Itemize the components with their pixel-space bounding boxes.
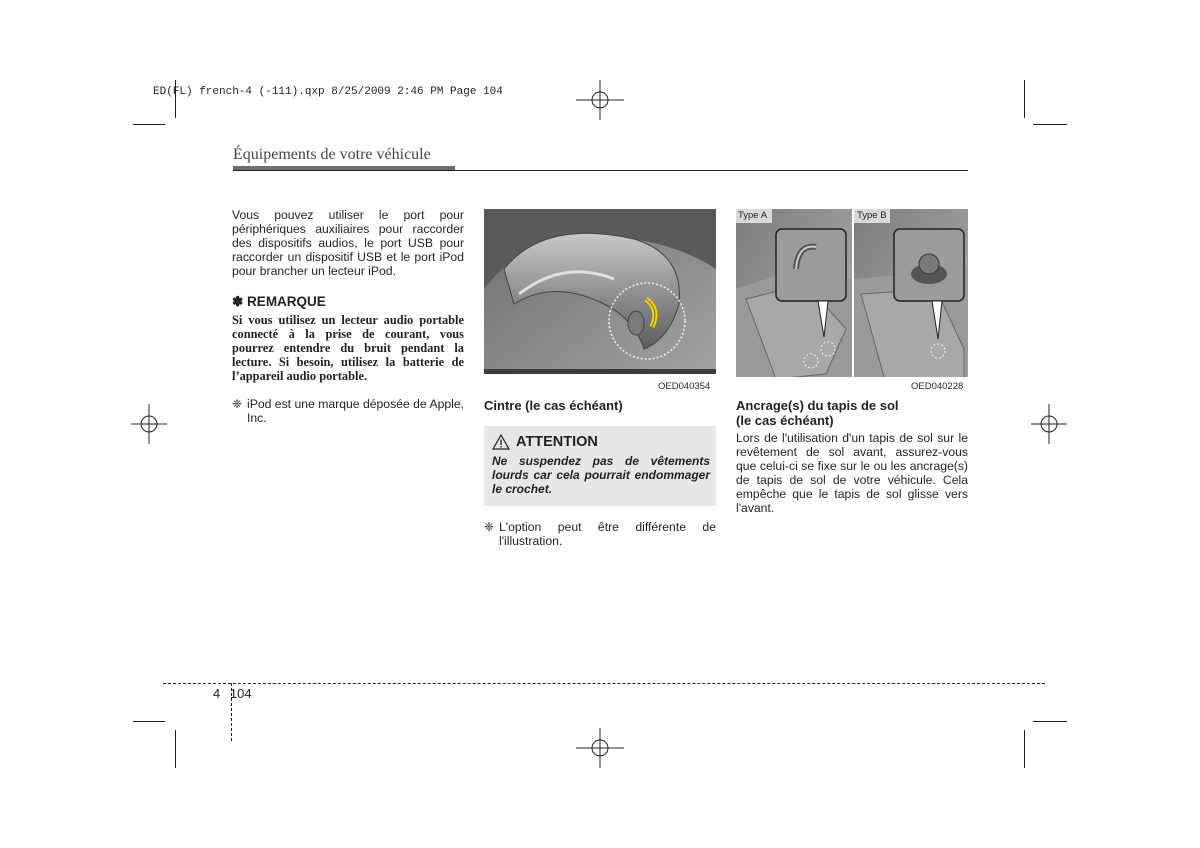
note-option bbox=[484, 520, 716, 548]
crop-mark bbox=[1024, 730, 1025, 768]
crop-mark bbox=[1033, 721, 1067, 722]
figure-floor-mat-anchor bbox=[736, 209, 968, 392]
warning-icon bbox=[492, 434, 510, 450]
floor-mat-illustration bbox=[736, 209, 968, 392]
section-title-hanger: Cintre (le cas échéant) bbox=[484, 398, 623, 413]
note-text: iPod est une marque déposée de Apple, Inc. bbox=[247, 397, 464, 425]
figure-label-type-a: Type A bbox=[738, 210, 768, 221]
figure-label-type-b: Type B bbox=[857, 210, 887, 221]
figure-code: OED040354 bbox=[658, 381, 711, 392]
registration-mark-bottom bbox=[576, 728, 624, 768]
section-title-floor-mat bbox=[736, 398, 968, 428]
chapter-number: 4 bbox=[213, 686, 221, 701]
crop-mark bbox=[175, 730, 176, 768]
section-title-line: (le cas échéant) bbox=[736, 413, 834, 428]
attention-box bbox=[484, 426, 716, 506]
hanger-illustration bbox=[484, 209, 716, 392]
footer-rule bbox=[163, 683, 1045, 684]
registration-mark-left bbox=[131, 404, 167, 444]
remark-text: Si vous utilisez un lecteur audio portable connecté à la prise de courant, vous pourrez entendre du bruit pendant la lecture. Si besoin, utilisez la batterie de l’appareil audio portable. bbox=[232, 313, 464, 383]
crop-mark bbox=[1024, 80, 1025, 118]
note-text: L'option peut être différente de l'illustration. bbox=[499, 520, 716, 548]
floor-mat-paragraph: Lors de l'utilisation d'un tapis de sol sur le revêtement de sol avant, assurez-vous que celui-ci se fixe sur le ou les ancrage(s) de tapis de sol de votre véhicule. Cela empêche que le tapis de sol glisse vers l'avant. bbox=[736, 431, 968, 515]
crop-mark bbox=[1033, 124, 1067, 125]
figure-code: OED040228 bbox=[911, 381, 964, 392]
page-number bbox=[213, 686, 252, 701]
registration-mark-top bbox=[576, 80, 624, 120]
print-slug: ED(FL) french-4 (-111).qxp 8/25/2009 2:46 PM Page 104 bbox=[153, 86, 503, 98]
page-number-value: 104 bbox=[229, 686, 252, 701]
attention-text: Ne suspendez pas de vêtements lourds car cela pourrait endommager le crochet. bbox=[492, 454, 710, 496]
note-symbol: ❈ bbox=[484, 520, 495, 534]
attention-title: ATTENTION bbox=[516, 434, 598, 450]
crop-mark bbox=[133, 721, 165, 722]
page-title: Équipements de votre véhicule bbox=[233, 146, 431, 163]
registration-mark-right bbox=[1031, 404, 1067, 444]
crop-mark bbox=[133, 124, 165, 125]
attention-heading bbox=[492, 434, 598, 450]
intro-paragraph: Vous pouvez utiliser le port pour périphériques auxiliaires pour raccorder des dispositifs audios, le port USB pour raccorder un dispositif USB et le port iPod pour brancher un lecteur iPod. bbox=[232, 208, 464, 278]
note-ipod bbox=[232, 397, 464, 425]
remark-heading: ✽ REMARQUE bbox=[232, 294, 326, 309]
section-title-line: Ancrage(s) du tapis de sol bbox=[736, 398, 899, 413]
figure-hanger bbox=[484, 209, 716, 392]
header-rule bbox=[233, 170, 968, 171]
note-symbol: ❈ bbox=[232, 397, 243, 411]
